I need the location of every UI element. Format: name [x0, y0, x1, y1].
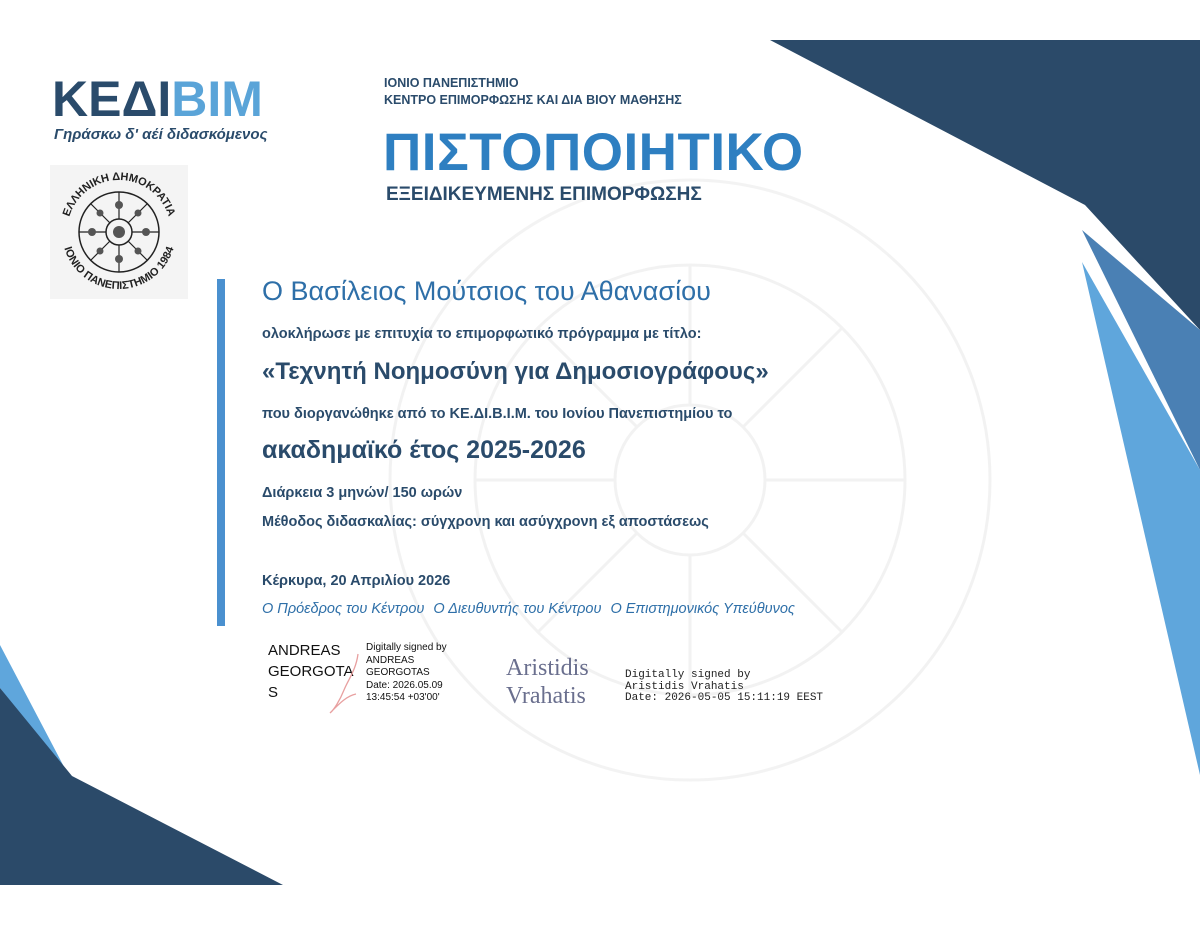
logo-light-part: ΒΙΜ [171, 71, 263, 127]
signature-2-info: Digitally signed by Aristidis Vrahatis Date: 2026-05-05 15:11:19 EEST [625, 669, 824, 704]
institution-line-1: ΙΟΝΙΟ ΠΑΝΕΠΙΣΤΗΜΙΟ [384, 76, 519, 90]
logo-motto: Γηράσκω δ' αέί διδασκόμενος [54, 126, 268, 143]
university-seal-icon [50, 165, 188, 299]
seal-bottom-text: ΙΟΝΙΟ ΠΑΝΕΠΙΣΤΗΜΙΟ 1984 [61, 245, 177, 293]
signature-1-info: Digitally signed by ANDREAS GEORGOTAS Date: 2026.05.09 13:45:54 +03'00' [366, 642, 447, 703]
content-accent-bar [217, 279, 225, 626]
role-scientific-lead: Ο Επιστημονικός Υπεύθυνος [610, 601, 795, 617]
role-president: Ο Πρόεδρος του Κέντρου [262, 601, 425, 617]
signature-1-stroke [326, 650, 370, 716]
institution-line-2: ΚΕΝΤΡΟ ΕΠΙΜΟΡΦΩΣΗΣ ΚΑΙ ΔΙΑ ΒΙΟΥ ΜΑΘΗΣΗΣ [384, 93, 682, 107]
signature-1-name: ANDREAS GEORGOTA S [268, 642, 354, 701]
certificate-title: ΠΙΣΤΟΠΟΙΗΤΙΚΟ [383, 123, 804, 182]
course-title: «Τεχνητή Νοημοσύνη για Δημοσιογράφους» [262, 358, 769, 385]
method-text: Μέθοδος διδασκαλίας: σύγχρονη και ασύγχρονη εξ αποστάσεως [262, 514, 709, 530]
place-date: Κέρκυρα, 20 Απριλίου 2026 [262, 573, 451, 589]
duration-text: Διάρκεια 3 μηνών/ 150 ωρών [262, 485, 463, 501]
kedibim-logo [52, 71, 263, 127]
signatory-roles [262, 601, 804, 617]
logo-dark-part: ΚΕΔΙ [52, 71, 172, 127]
signature-2-name: Aristidis Vrahatis [506, 655, 589, 709]
certificate-subtitle: ΕΞΕΙΔΙΚΕΥΜΕΝΗΣ ΕΠΙΜΟΡΦΩΣΗΣ [386, 184, 702, 205]
academic-year: ακαδημαϊκό έτος 2025-2026 [262, 436, 586, 464]
recipient-name: Ο Βασίλειος Μούτσιος του Αθανασίου [262, 276, 711, 306]
role-director: Ο Διευθυντής του Κέντρου [433, 601, 602, 617]
seal-top-text: ΕΛΛΗΝΙΚΗ ΔΗΜΟΚΡΑΤΙΑ [60, 170, 178, 218]
deco-bottom-left-dark [0, 688, 283, 885]
completed-text: ολοκλήρωσε με επιτυχία το επιμορφωτικό πρόγραμμα με τίτλο: [262, 326, 702, 342]
organized-text: που διοργανώθηκε από το ΚΕ.ΔΙ.Β.Ι.Μ. του Ιονίου Πανεπιστημίου το [262, 406, 733, 422]
